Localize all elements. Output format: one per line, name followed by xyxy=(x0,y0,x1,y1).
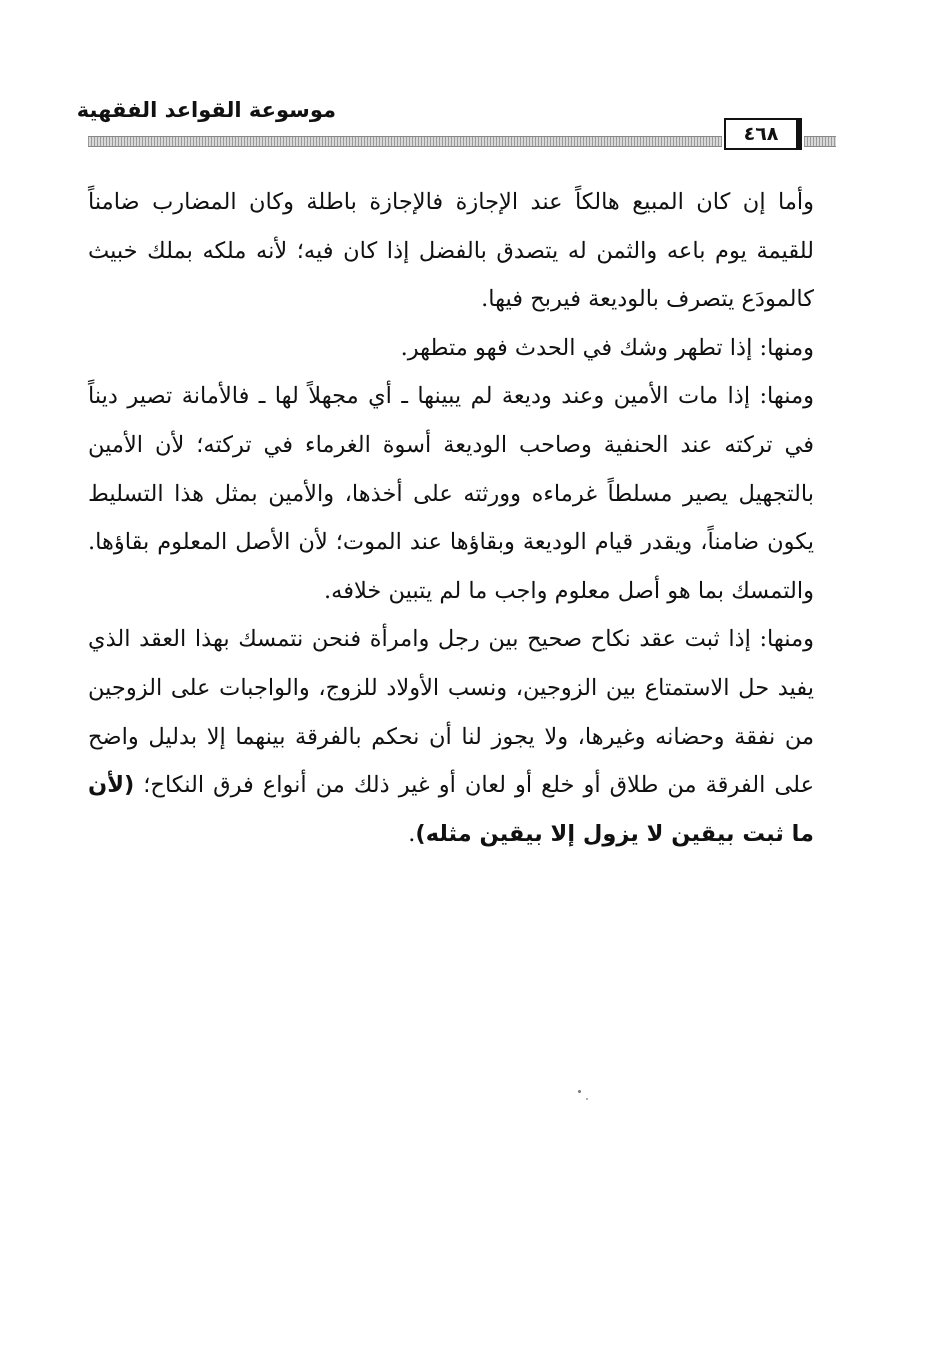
page-number: ٤٦٨ xyxy=(724,118,802,150)
scan-speck xyxy=(578,1090,581,1093)
book-title: موسوعة القواعد الفقهية xyxy=(76,98,336,122)
paragraph: وأما إن كان المبيع هالكاً عند الإجازة فالإجازة باطلة وكان المضارب ضامناً للقيمة يوم باعه والثمن له يتصدق بالفضل إذا كان فيه؛ لأنه ملكه بملك خبيث كالمودَع يتصرف بالوديعة فيربح فيها. xyxy=(88,189,814,313)
paragraph: ومنها: إذا تطهر وشك في الحدث فهو متطهر. xyxy=(400,334,814,361)
paragraph-last xyxy=(88,615,814,858)
paragraph-end: . xyxy=(408,820,416,847)
paragraph-text: ومنها: إذا ثبت عقد نكاح صحيح بين رجل وامرأة فنحن نتمسك بهذا العقد الذي يفيد حل الاستمتاع بين الزوجين، ونسب الأولاد للزوج، والواجبات على الزوجين من نفقة وحضانه وغيرها، ولا يجوز لنا أن نحكم بالفرقة بينهما إلا بدليل واضح على الفرقة من طلاق أو خلع أو لعان أو غير ذلك من أنواع فرق النكاح؛ xyxy=(88,626,814,799)
paragraph: ومنها: إذا مات الأمين وعند وديعة لم يبينها ـ أي مجهلاً لها ـ فالأمانة تصير ديناً في تركته عند الحنفية وصاحب الوديعة أسوة الغرماء في تركته؛ لأن الأمين بالتجهيل يصير مسلطاً غرماءه وورثته على أخذها، والأمين بمثل هذا التسليط يكون ضامناً، ويقدر قيام الوديعة وبقاؤها عند الموت؛ لأن الأصل المعلوم بقاؤها. والتمسك بما هو أصل معلوم واجب ما لم يتبين خلافه. xyxy=(88,383,814,604)
header-rule-left xyxy=(88,136,722,147)
bold-rule-quote: (لأن ما ثبت بيقين لا يزول إلا بيقين مثله) xyxy=(88,772,814,847)
header-rule-right xyxy=(804,136,836,147)
page-header xyxy=(76,92,836,154)
scan-speck xyxy=(586,1098,588,1100)
page-body xyxy=(88,178,814,858)
